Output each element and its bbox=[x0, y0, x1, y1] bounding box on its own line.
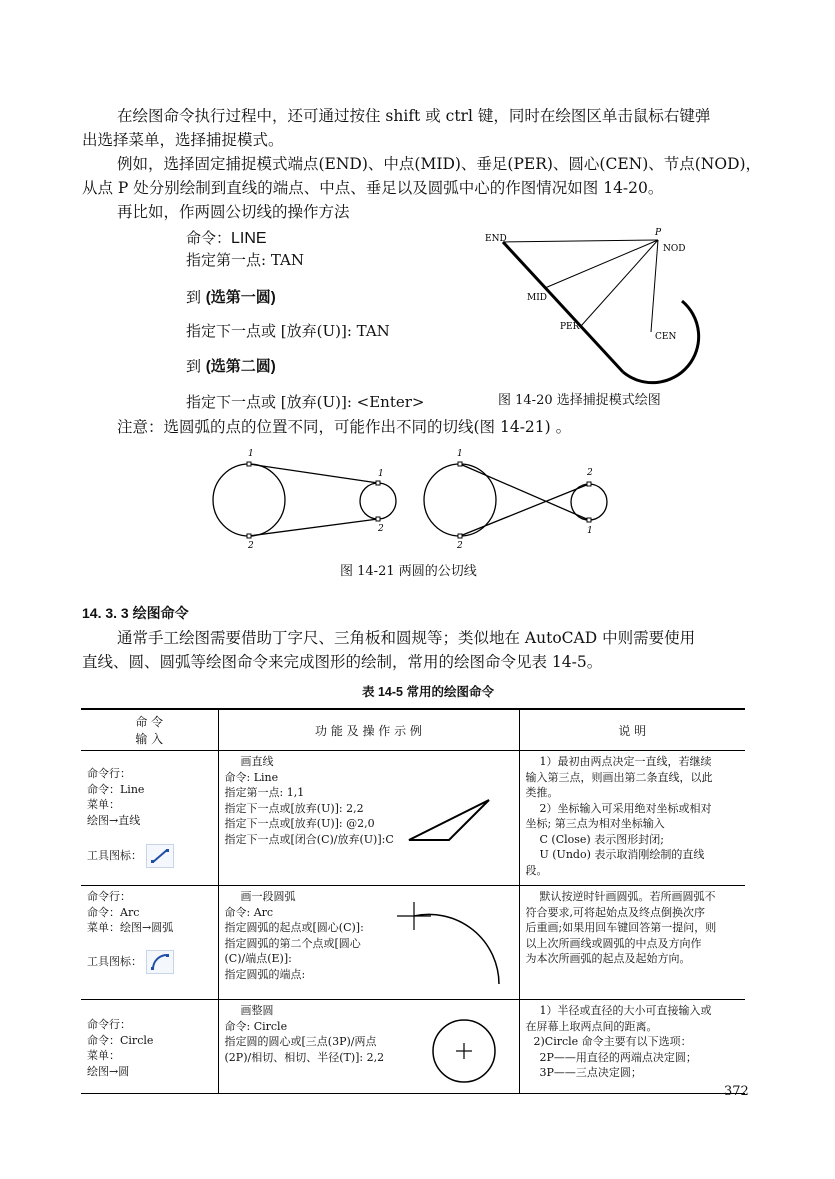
command-step-4-note: (选第二圆) bbox=[205, 358, 276, 375]
command-line bbox=[186, 228, 267, 249]
fig21-left-label-2a: 2 bbox=[378, 524, 384, 534]
command-step-2-prefix: 到 bbox=[186, 288, 206, 306]
label-per: PER bbox=[560, 322, 580, 332]
header-function-example: 功 能 及 操 作 示 例 bbox=[218, 709, 519, 751]
figure-14-21-diagram bbox=[205, 445, 620, 555]
fig21-left-label-2b: 2 bbox=[248, 541, 254, 551]
figure-14-21-caption: 图 14-21 两圆的公切线 bbox=[340, 564, 477, 579]
fig21-left-label-1a: 1 bbox=[248, 449, 254, 459]
row-arc-description: 默认按逆时针画圆弧。若所画圆弧不 符合要求,可将起始点及终点倒换次序 后重画;如果用回车键回答第一提问，则 以上次所画线或圆弧的中点及方向作 为本次所画弧的起点及起始方向。 bbox=[519, 886, 745, 1000]
row-circle-description: 1）半径或直径的大小可直接输入或 在屏幕上取两点间的距离。 2)Circle 命令主要有以下选项： 2P——用直径的两端点决定圆； 3P——三点决定圆； bbox=[519, 1000, 745, 1094]
section-heading: 14. 3. 3 绘图命令 bbox=[82, 605, 189, 621]
drawing-commands-table bbox=[81, 708, 745, 1094]
note-line: 注意：选圆弧的点的位置不同，可能作出不同的切线(图 14-21) 。 bbox=[117, 418, 572, 436]
table-title: 表 14-5 常用的绘图命令 bbox=[362, 685, 494, 699]
header-command-input: 命 令 输 入 bbox=[81, 709, 218, 751]
fig21-left-label-1b: 1 bbox=[378, 469, 384, 479]
command-step-5: 指定下一点或 [放弃(U)]: <Enter> bbox=[186, 393, 425, 411]
row-line-description: 1）最初由两点决定一直线，若继续 输入第三点，则画出第二条直线，以此 类推。 2）坐标输入可采用绝对坐标或相对 坐标; 第三点为相对坐标输入 C (Close) 表示图形封闭; U (Undo) 表示取消刚绘制的直线 段。 bbox=[519, 751, 745, 886]
label-p: P bbox=[655, 228, 662, 238]
row-line-example: 画直线 命令: Line 指定第一点: 1,1 指定下一点或[放弃(U)]: 2,2 指定下一点或[放弃(U)]: @2,0 指定下一点或[闭合(C)/放弃(U)]:C bbox=[218, 751, 519, 886]
figure-14-20-caption: 图 14-20 选择捕捉模式绘图 bbox=[498, 393, 661, 408]
line-example-triangle bbox=[404, 795, 494, 845]
section-line-2: 直线、圆、圆弧等绘图命令来完成图形的绘制，常用的绘图命令见表 14-5。 bbox=[82, 653, 603, 671]
label-cen: CEN bbox=[655, 332, 677, 342]
fig21-right-label-1a: 1 bbox=[457, 449, 463, 459]
command-prefix: 命令： bbox=[186, 229, 232, 247]
command-step-2-note: (选第一圆) bbox=[205, 289, 276, 306]
header-description: 说 明 bbox=[519, 709, 745, 751]
circle-example-drawing bbox=[429, 1016, 499, 1086]
section-line-1: 通常手工绘图需要借助丁字尺、三角板和圆规等；类似地在 AutoCAD 中则需要使用 bbox=[117, 629, 696, 647]
line-tool-icon[interactable] bbox=[146, 844, 174, 868]
paragraph-1-line-1: 在绘图命令执行过程中，还可通过按住 shift 或 ctrl 键，同时在绘图区单击鼠标右键弹 bbox=[117, 107, 711, 125]
row-arc-example: 画一段圆弧 命令: Arc 指定圆弧的起点或[圆心(C)]: 指定圆弧的第二个点或[圆心 (C)/端点(E)]: 指定圆弧的端点: bbox=[218, 886, 519, 1000]
command-step-4 bbox=[186, 356, 276, 377]
table-header-row bbox=[81, 709, 745, 751]
label-mid: MID bbox=[527, 293, 547, 303]
table-row-circle bbox=[81, 1000, 745, 1094]
page-number: 372 bbox=[724, 1084, 749, 1099]
fig21-right-label-1b: 1 bbox=[587, 526, 593, 536]
paragraph-3: 再比如，作两圆公切线的操作方法 bbox=[117, 203, 350, 221]
row-circle-input: 命令行： 命令：Circle 菜单： 绘图→圆 bbox=[81, 1000, 218, 1094]
row-circle-example: 画整圆 命令: Circle 指定圆的圆心或[三点(3P)/两点 (2P)/相切、相切、半径(T)]: 2,2 bbox=[218, 1000, 519, 1094]
label-nod: NOD bbox=[663, 244, 686, 254]
command-step-4-prefix: 到 bbox=[186, 357, 206, 375]
row-arc-input: 命令行： 命令：Arc 菜单：绘图→圆弧 工具图标： bbox=[81, 886, 218, 1000]
fig21-right-label-2b: 2 bbox=[457, 541, 463, 551]
label-end: END bbox=[485, 234, 507, 244]
command-step-1: 指定第一点: TAN bbox=[186, 251, 304, 269]
table-row-arc bbox=[81, 886, 745, 1000]
command-step-3: 指定下一点或 [放弃(U)]: TAN bbox=[186, 322, 390, 340]
row-line-input: 命令行： 命令：Line 菜单： 绘图→直线 工具图标： bbox=[81, 751, 218, 886]
table-row-line bbox=[81, 751, 745, 886]
fig21-right-label-2a: 2 bbox=[587, 468, 593, 478]
arc-example-drawing bbox=[395, 898, 505, 988]
paragraph-1-line-2: 出选择菜单，选择捕捉模式。 bbox=[82, 131, 284, 149]
command-step-2 bbox=[186, 287, 276, 308]
arc-tool-icon[interactable] bbox=[146, 950, 174, 974]
figure-14-20-diagram bbox=[475, 225, 730, 385]
paragraph-2-line-1: 例如，选择固定捕捉模式端点(END)、中点(MID)、垂足(PER)、圆心(CEN)、节点(NOD)， bbox=[117, 155, 762, 173]
paragraph-2-line-2: 从点 P 处分别绘制到直线的端点、中点、垂足以及圆弧中心的作图情况如图 14-20。 bbox=[82, 179, 664, 197]
command-value: LINE bbox=[231, 230, 267, 247]
